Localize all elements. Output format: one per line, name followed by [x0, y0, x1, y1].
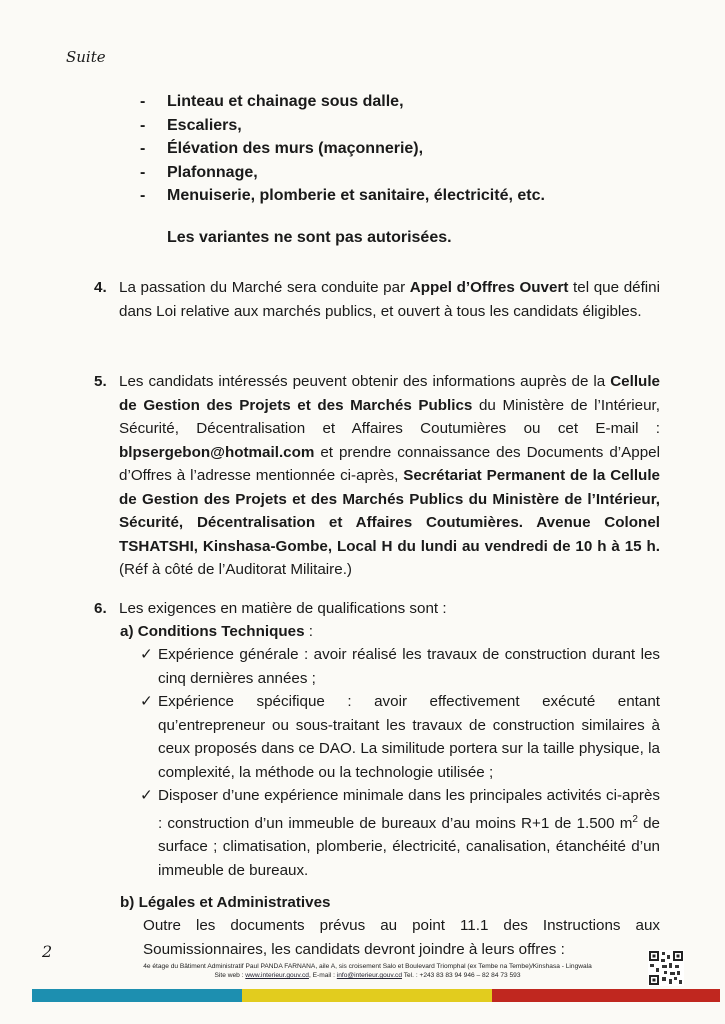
list-item [140, 784, 660, 882]
list-item-text: Plafonnage, [167, 163, 258, 181]
footer-site-label: Site web : [214, 972, 246, 979]
section-label: a) [120, 623, 134, 640]
list-item-text: Disposer d’une expérience minimale dans les principales activités ci-après : construction d’un immeuble de bureaux d’au moins R+1 de 1.500 m [158, 787, 660, 832]
section-title: Conditions Techniques [137, 623, 305, 640]
office-address: Secrétariat Permanent de la Cellule de Gestion des Projets et des Marchés Publics du Ministère de l’Intérieur, Sécurité, Décentralisation et Affaires Coutumières. Avenue Colonel TSHATSHI, Kinshasa-Gombe, Local H du lundi au vendredi de 10 h à 15 h. [119, 467, 660, 555]
list-item [140, 643, 660, 690]
paragraph-number: 5. [94, 373, 107, 390]
list-item-text: Élévation des murs (maçonnerie), [167, 140, 424, 157]
list-item: - Escaliers, [140, 116, 242, 134]
paragraph-5 [94, 370, 660, 582]
flag-band-red [492, 989, 720, 1002]
qr-code-icon [648, 950, 684, 986]
paragraph-text: tel que défini dans Loi relative aux marchés publics, et ouvert à tous les candidats éligibles. [119, 279, 660, 320]
footer-phone: Tel. : +243 83 83 94 946 – 82 84 73 593 [402, 972, 521, 979]
section-label: b) [120, 894, 135, 911]
superscript: 2 [632, 813, 638, 825]
list-item-text: Menuiserie, plomberie et sanitaire, électricité, etc. [167, 187, 545, 204]
paragraph-6 [94, 597, 660, 621]
email-link[interactable]: info@interieur.gouv.cd [336, 972, 403, 979]
paragraph-text: Les exigences en matière de qualifications sont : [119, 600, 447, 617]
continued-label: Suite [66, 48, 106, 66]
list-item-text: de surface ; climatisation, plomberie, électricité, canalisation, étanchéité d’un immeuble de bureaux. [158, 814, 660, 879]
list-item-text: Expérience spécifique : avoir effectivement exécuté entant qu’entrepreneur ou sous-traitant les travaux de construction similaires à ceux proposés dans ce DAO. La similitude portera sur la taille physique, la complexité, la méthode ou la technologie utilisée ; [158, 693, 660, 781]
list-item: - Linteau et chainage sous dalle, [140, 93, 404, 110]
section-a-heading [120, 620, 313, 644]
website-link[interactable]: www.interieur.gouv.cd [245, 972, 309, 979]
section-b-heading [120, 891, 330, 915]
section-colon: : [304, 623, 313, 640]
checkmark-icon: ✓ [140, 693, 153, 710]
paragraph-number: 4. [94, 279, 107, 296]
work-items-list [140, 90, 545, 208]
flag-band-blue [32, 989, 242, 1002]
list-item-text: Escaliers, [167, 116, 242, 134]
handwritten-page-mark: 2 [42, 942, 53, 961]
paragraph-text: Les candidats intéressés peuvent obtenir des informations auprès de la [119, 373, 611, 390]
footer-address: 4e étage du Bâtiment Administratif Paul PANDA FARNANA, aile A, sis croisement Salo et Boulevard Triomphal (ex Tembe na Tembe)/Kinshasa - Lingwala [143, 963, 592, 970]
paragraph-number: 6. [94, 600, 107, 617]
list-item: - Plafonnage, [140, 163, 258, 181]
paragraph-text: et prendre connaissance des Documents d’Appel d’Offres à l’adresse mentionnée ci-après, [119, 443, 660, 484]
checkmark-icon: ✓ [140, 787, 153, 804]
paragraph-text: du Ministère de l’Intérieur, Sécurité, Décentralisation et Affaires Coutumières ou cet E-mail : [119, 396, 660, 437]
list-item [140, 690, 660, 784]
flag-band-yellow [242, 989, 492, 1002]
legal-requirements-text: Outre les documents prévus au point 11.1 des Instructions aux Soumissionnaires, les candidats devront joindre à leurs offres : [143, 917, 660, 958]
list-item: - Menuiserie, plomberie et sanitaire, électricité, etc. [140, 187, 545, 204]
paragraph-text: (Réf à côté de l’Auditorat Militaire.) [119, 561, 352, 578]
list-item-text: Expérience générale : avoir réalisé les travaux de construction durant les cinq dernières années ; [158, 646, 660, 687]
paragraph-text: La passation du Marché sera conduite par [119, 279, 410, 296]
variants-note: Les variantes ne sont pas autorisées. [167, 229, 452, 246]
procurement-method: Appel d’Offres Ouvert [409, 279, 569, 296]
section-title: Légales et Administratives [138, 894, 331, 911]
contact-email: blpsergebon@hotmail.com [119, 443, 315, 461]
list-item-text: Linteau et chainage sous dalle, [167, 93, 404, 110]
paragraph-4 [94, 276, 660, 323]
footer-email-label: , E-mail : [308, 972, 337, 979]
list-item: - Élévation des murs (maçonnerie), [140, 140, 424, 157]
checkmark-icon: ✓ [140, 646, 153, 663]
cell-name: Cellule de Gestion des Projets et des Marchés Publics [119, 373, 660, 414]
technical-requirements-list [140, 643, 660, 882]
footer [95, 962, 640, 980]
